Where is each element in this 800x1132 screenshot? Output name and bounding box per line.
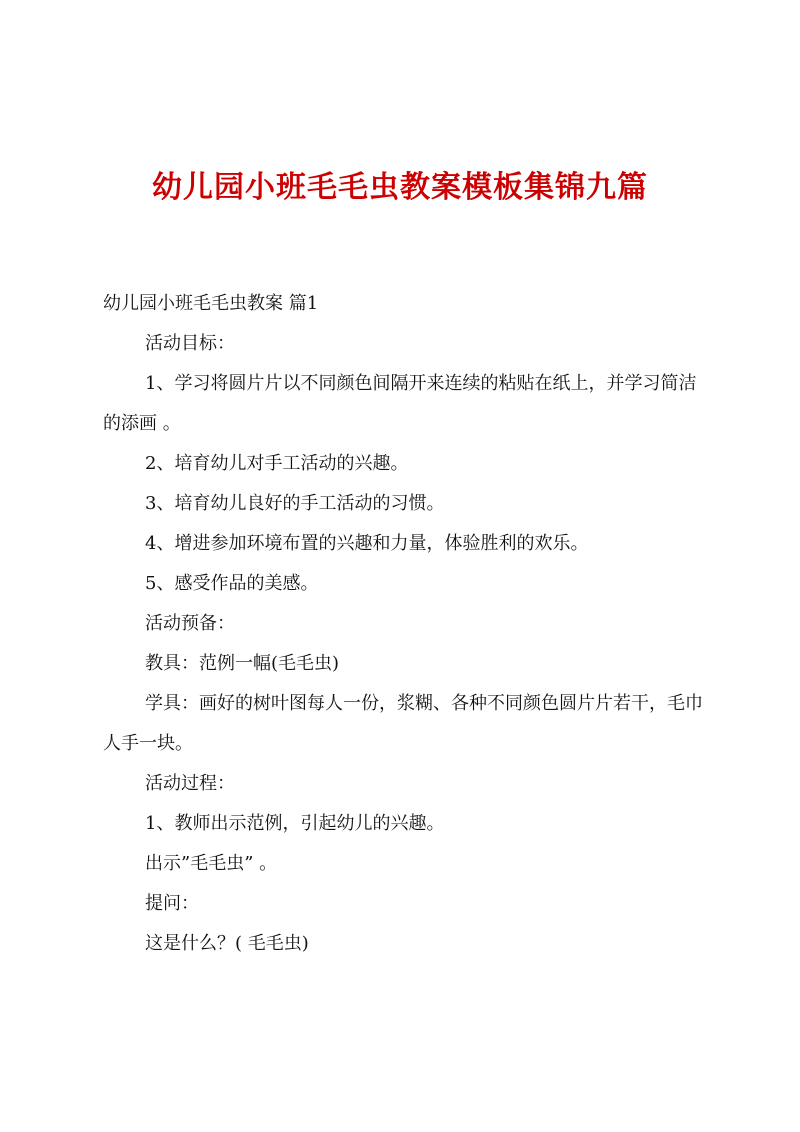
paragraph: 这是什么？( 毛毛虫) <box>145 933 309 954</box>
paragraph: 2、培育幼儿对手工活动的兴趣。 <box>145 453 409 474</box>
document-body <box>103 284 703 964</box>
paragraph: 4、增进参加环境布置的兴趣和力量，体验胜利的欢乐。 <box>145 533 589 554</box>
paragraph: 活动过程： <box>145 773 235 794</box>
paragraph: 5、感受作品的美感。 <box>145 573 319 594</box>
paragraph: 1、学习将圆片片以不同颜色间隔开来连续的粘贴在纸上，并学习简洁的添画 。 <box>103 373 697 434</box>
paragraph: 活动预备： <box>145 613 235 634</box>
section-heading: 幼儿园小班毛毛虫教案 篇1 <box>103 293 319 314</box>
paragraph: 提问： <box>145 893 199 914</box>
paragraph: 活动目标： <box>145 333 235 354</box>
paragraph: 出示”毛毛虫” 。 <box>145 853 278 874</box>
paragraph: 教具：范例一幅(毛毛虫) <box>145 653 340 674</box>
paragraph: 3、培育幼儿良好的手工活动的习惯。 <box>145 493 445 514</box>
document-title: 幼儿园小班毛毛虫教案模板集锦九篇 <box>152 170 648 205</box>
paragraph: 1、教师出示范例，引起幼儿的兴趣。 <box>145 813 445 834</box>
paragraph: 学具：画好的树叶图每人一份，浆糊、各种不同颜色圆片片若干，毛巾人手一块。 <box>103 693 703 754</box>
